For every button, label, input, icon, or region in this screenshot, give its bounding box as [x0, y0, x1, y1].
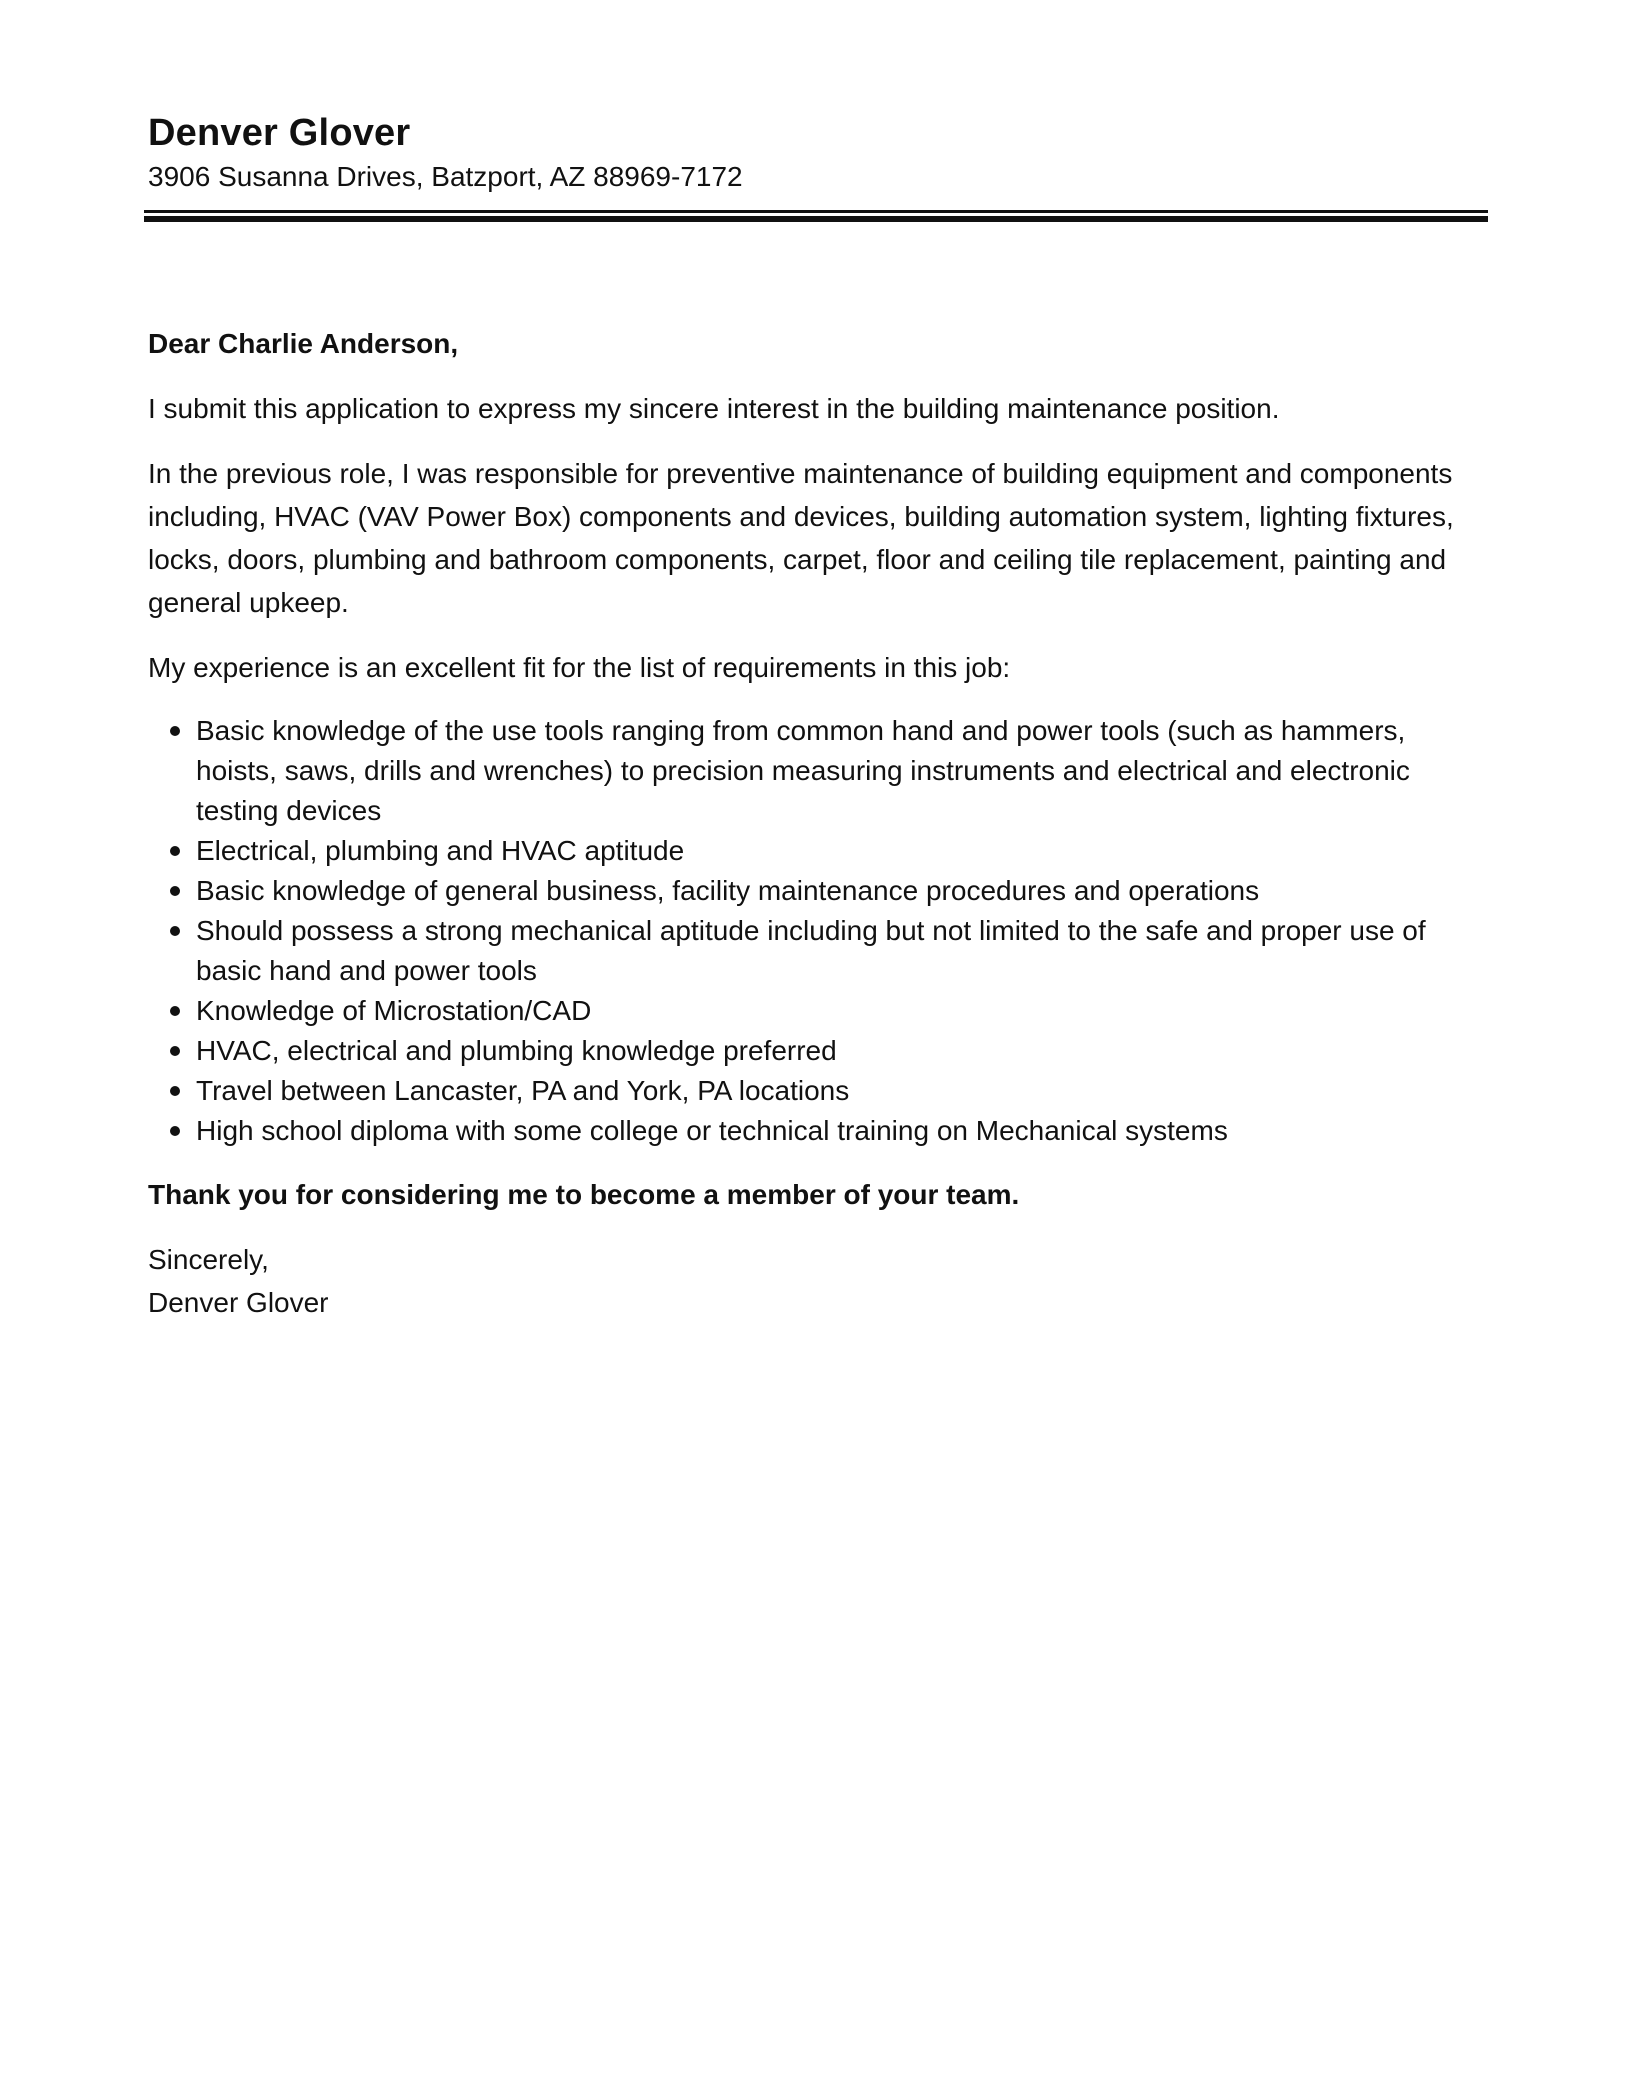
requirement-text: HVAC, electrical and plumbing knowledge preferred: [196, 1035, 837, 1066]
list-item: [148, 871, 1493, 911]
letter-header: [148, 108, 1488, 196]
list-item: [148, 831, 1493, 871]
thanks-paragraph: Thank you for considering me to become a member of your team.: [148, 1179, 1020, 1210]
bullet-icon: [170, 1046, 180, 1056]
bullet-icon: [170, 926, 180, 936]
list-item: [148, 1031, 1493, 1071]
list-item: [148, 911, 1493, 991]
bullet-icon: [170, 1006, 180, 1016]
list-item: [148, 711, 1493, 831]
bullet-icon: [170, 846, 180, 856]
list-item: [148, 991, 1493, 1031]
requirement-text: Basic knowledge of the use tools ranging from common hand and power tools (such as hammers, hoists, saws, drills and wrenches) to precision measuring instruments and electrical and electronic testing devices: [196, 715, 1410, 826]
header-divider-thick-line: [144, 216, 1488, 222]
requirements-list: [148, 711, 1493, 1151]
requirement-text: Travel between Lancaster, PA and York, PA locations: [196, 1075, 850, 1106]
fit-intro-paragraph: My experience is an excellent fit for the list of requirements in this job:: [148, 652, 1011, 683]
sender-name: Denver Glover: [148, 112, 411, 154]
intro-paragraph: I submit this application to express my sincere interest in the building maintenance position.: [148, 393, 1280, 424]
requirement-text: Electrical, plumbing and HVAC aptitude: [196, 835, 685, 866]
bullet-icon: [170, 1086, 180, 1096]
bullet-icon: [170, 1126, 180, 1136]
header-divider-thin-line: [144, 210, 1488, 213]
list-item: [148, 1111, 1493, 1151]
bullet-icon: [170, 726, 180, 736]
header-divider: [144, 210, 1488, 222]
letter-body: [148, 322, 1493, 1324]
requirement-text: High school diploma with some college or technical training on Mechanical systems: [196, 1115, 1228, 1146]
experience-paragraph: In the previous role, I was responsible for preventive maintenance of building equipment and components including, HVAC (VAV Power Box) components and devices, building automation system, lighting fixtures, locks, doors, plumbing and bathroom components, carpet, floor and ceiling tile replacement, painting and general upkeep.: [148, 458, 1454, 618]
signoff: Sincerely,: [148, 1244, 269, 1275]
list-item: [148, 1071, 1493, 1111]
requirement-text: Should possess a strong mechanical aptitude including but not limited to the safe and proper use of basic hand and power tools: [196, 915, 1426, 986]
requirement-text: Basic knowledge of general business, facility maintenance procedures and operations: [196, 875, 1260, 906]
bullet-icon: [170, 886, 180, 896]
requirement-text: Knowledge of Microstation/CAD: [196, 995, 592, 1026]
signature-name: Denver Glover: [148, 1287, 329, 1318]
salutation: Dear Charlie Anderson,: [148, 328, 459, 359]
sender-address: 3906 Susanna Drives, Batzport, AZ 88969-7172: [148, 161, 743, 192]
